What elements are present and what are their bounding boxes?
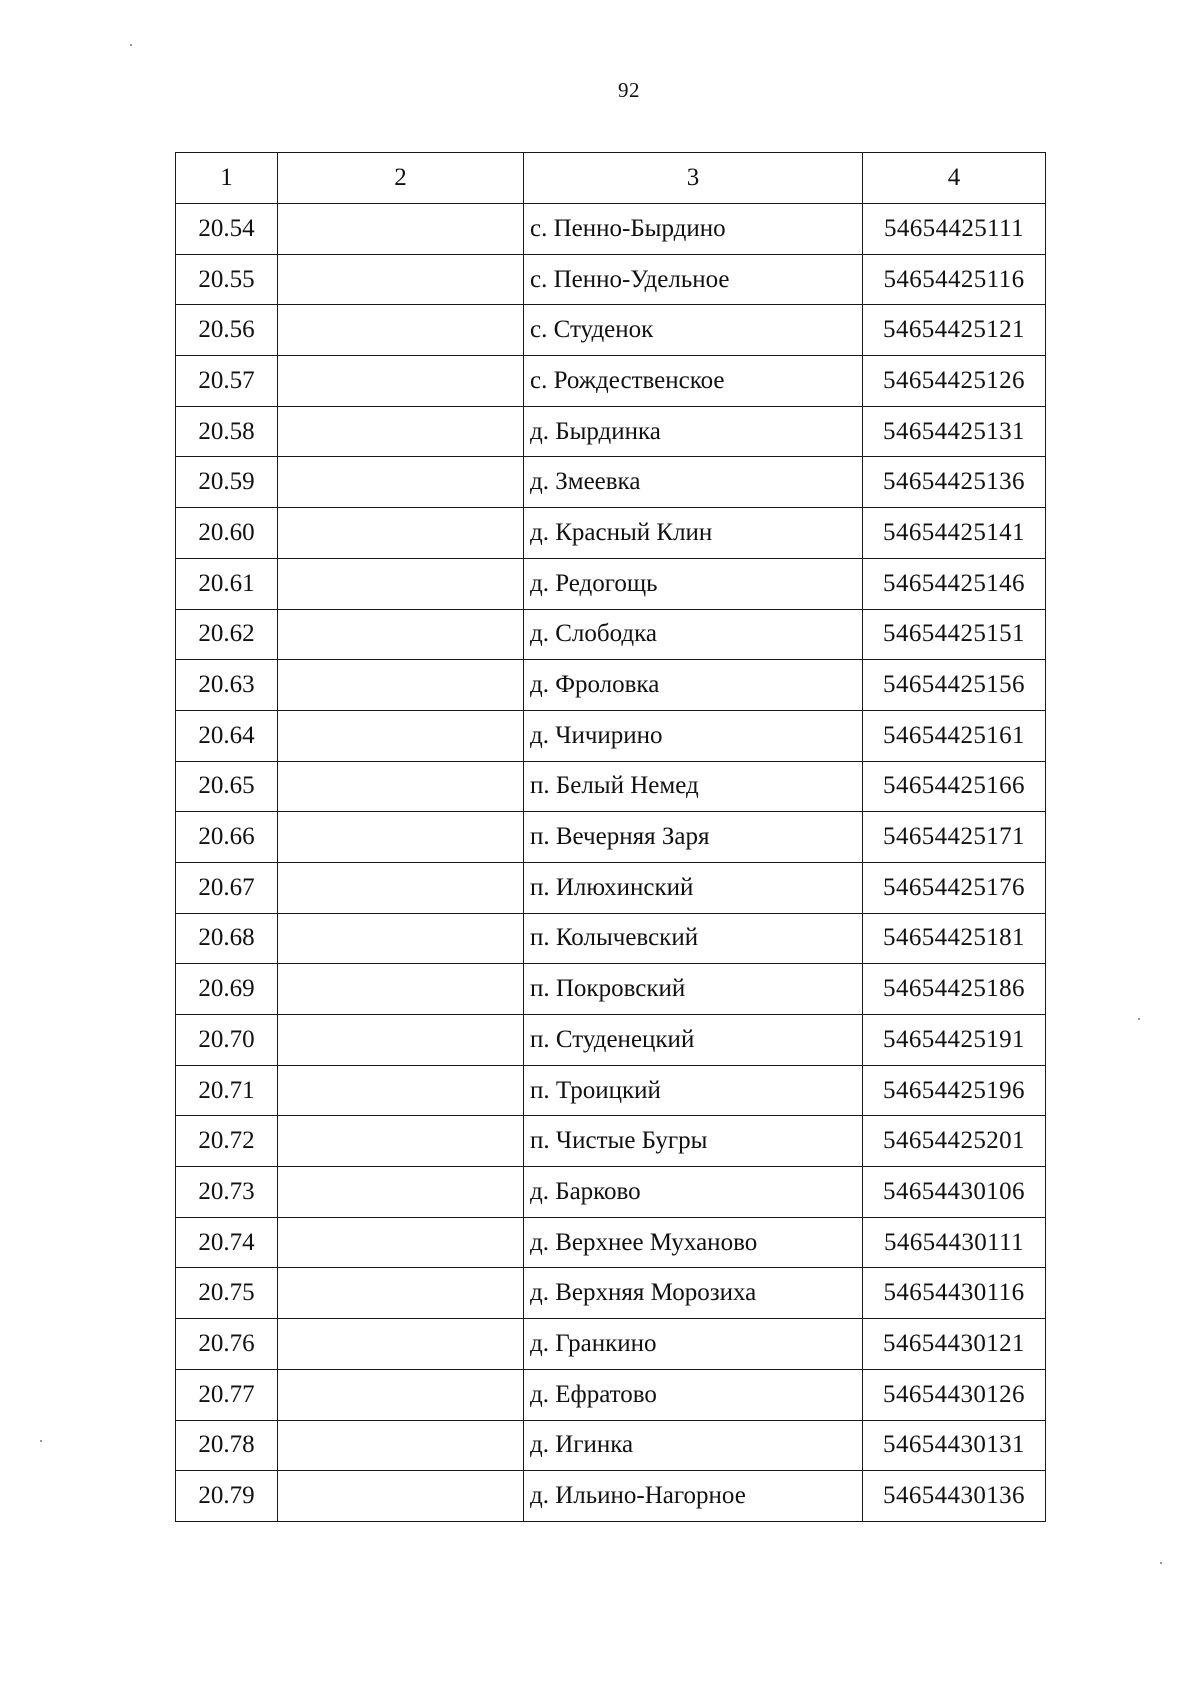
- row-number-cell: 20.66: [176, 812, 278, 863]
- row-number-cell: 20.75: [176, 1268, 278, 1319]
- row-number-cell: 20.58: [176, 406, 278, 457]
- table-row: [176, 1319, 1046, 1370]
- row-number-cell: 20.67: [176, 862, 278, 913]
- table-row: [176, 609, 1046, 660]
- settlement-name-cell: с. Студенок: [524, 305, 863, 356]
- oktmo-code-cell: 54654425196: [863, 1065, 1046, 1116]
- table-row: [176, 1116, 1046, 1167]
- table-row: [176, 1065, 1046, 1116]
- table-row: [176, 305, 1046, 356]
- oktmo-code-cell: 54654425111: [863, 204, 1046, 255]
- row-number-cell: 20.63: [176, 660, 278, 711]
- oktmo-code-cell: 54654425201: [863, 1116, 1046, 1167]
- table-row: [176, 1369, 1046, 1420]
- scan-speck: [40, 1440, 42, 1442]
- column-2-cell: [278, 1420, 524, 1471]
- scan-speck: [1160, 1562, 1162, 1564]
- column-2-cell: [278, 1116, 524, 1167]
- column-2-cell: [278, 305, 524, 356]
- table-row: [176, 1471, 1046, 1522]
- settlement-name-cell: д. Чичирино: [524, 710, 863, 761]
- row-number-cell: 20.54: [176, 204, 278, 255]
- oktmo-code-cell: 54654430116: [863, 1268, 1046, 1319]
- row-number-cell: 20.59: [176, 457, 278, 508]
- column-2-cell: [278, 812, 524, 863]
- settlement-name-cell: п. Белый Немед: [524, 761, 863, 812]
- row-number-cell: 20.73: [176, 1167, 278, 1218]
- column-2-cell: [278, 1167, 524, 1218]
- oktmo-code-cell: 54654425151: [863, 609, 1046, 660]
- column-2-cell: [278, 1471, 524, 1522]
- row-number-cell: 20.76: [176, 1319, 278, 1370]
- settlement-name-cell: п. Чистые Бугры: [524, 1116, 863, 1167]
- table-row: [176, 558, 1046, 609]
- oktmo-code-cell: 54654430111: [863, 1217, 1046, 1268]
- header-col-4: 4: [863, 153, 1046, 204]
- oktmo-code-cell: 54654425181: [863, 913, 1046, 964]
- settlement-name-cell: п. Троицкий: [524, 1065, 863, 1116]
- table-row: [176, 964, 1046, 1015]
- row-number-cell: 20.62: [176, 609, 278, 660]
- settlement-name-cell: д. Гранкино: [524, 1319, 863, 1370]
- row-number-cell: 20.72: [176, 1116, 278, 1167]
- table-row: [176, 356, 1046, 407]
- oktmo-code-cell: 54654425116: [863, 254, 1046, 305]
- column-2-cell: [278, 660, 524, 711]
- oktmo-code-cell: 54654425191: [863, 1015, 1046, 1066]
- table-row: [176, 913, 1046, 964]
- table-row: [176, 1420, 1046, 1471]
- settlement-name-cell: д. Барково: [524, 1167, 863, 1218]
- scan-speck: [1138, 1018, 1140, 1020]
- oktmo-code-cell: 54654430131: [863, 1420, 1046, 1471]
- column-2-cell: [278, 609, 524, 660]
- row-number-cell: 20.74: [176, 1217, 278, 1268]
- column-2-cell: [278, 1268, 524, 1319]
- column-2-cell: [278, 508, 524, 559]
- oktmo-code-cell: 54654425166: [863, 761, 1046, 812]
- scan-speck: [130, 44, 132, 46]
- settlement-name-cell: п. Вечерняя Заря: [524, 812, 863, 863]
- row-number-cell: 20.79: [176, 1471, 278, 1522]
- oktmo-code-cell: 54654425146: [863, 558, 1046, 609]
- settlement-name-cell: д. Игинка: [524, 1420, 863, 1471]
- oktmo-code-cell: 54654425131: [863, 406, 1046, 457]
- table-row: [176, 660, 1046, 711]
- oktmo-code-cell: 54654425171: [863, 812, 1046, 863]
- oktmo-code-cell: 54654425156: [863, 660, 1046, 711]
- settlement-name-cell: д. Змеевка: [524, 457, 863, 508]
- table-header: [176, 153, 1046, 204]
- oktmo-code-cell: 54654430126: [863, 1369, 1046, 1420]
- oktmo-code-cell: 54654425121: [863, 305, 1046, 356]
- oktmo-code-cell: 54654430121: [863, 1319, 1046, 1370]
- row-number-cell: 20.61: [176, 558, 278, 609]
- table-row: [176, 761, 1046, 812]
- settlement-name-cell: д. Фроловка: [524, 660, 863, 711]
- header-col-2: 2: [278, 153, 524, 204]
- row-number-cell: 20.56: [176, 305, 278, 356]
- column-2-cell: [278, 254, 524, 305]
- row-number-cell: 20.55: [176, 254, 278, 305]
- row-number-cell: 20.64: [176, 710, 278, 761]
- settlement-name-cell: п. Покровский: [524, 964, 863, 1015]
- oktmo-code-cell: 54654425126: [863, 356, 1046, 407]
- column-2-cell: [278, 1319, 524, 1370]
- column-2-cell: [278, 1369, 524, 1420]
- table-row: [176, 1167, 1046, 1218]
- table-row: [176, 862, 1046, 913]
- oktmo-code-cell: 54654425186: [863, 964, 1046, 1015]
- column-2-cell: [278, 913, 524, 964]
- table-row: [176, 1217, 1046, 1268]
- header-col-3: 3: [524, 153, 863, 204]
- settlement-name-cell: д. Ефратово: [524, 1369, 863, 1420]
- oktmo-code-cell: 54654425176: [863, 862, 1046, 913]
- table-row: [176, 457, 1046, 508]
- column-2-cell: [278, 356, 524, 407]
- column-2-cell: [278, 964, 524, 1015]
- oktmo-code-cell: 54654425141: [863, 508, 1046, 559]
- settlement-name-cell: п. Илюхинский: [524, 862, 863, 913]
- column-2-cell: [278, 1015, 524, 1066]
- settlement-name-cell: д. Бырдинка: [524, 406, 863, 457]
- oktmo-code-cell: 54654430136: [863, 1471, 1046, 1522]
- settlement-name-cell: д. Редогощь: [524, 558, 863, 609]
- table-row: [176, 710, 1046, 761]
- oktmo-code-cell: 54654425161: [863, 710, 1046, 761]
- table-row: [176, 812, 1046, 863]
- table-row: [176, 254, 1046, 305]
- row-number-cell: 20.57: [176, 356, 278, 407]
- row-number-cell: 20.60: [176, 508, 278, 559]
- row-number-cell: 20.65: [176, 761, 278, 812]
- settlement-name-cell: п. Студенецкий: [524, 1015, 863, 1066]
- row-number-cell: 20.78: [176, 1420, 278, 1471]
- settlement-name-cell: с. Рождественское: [524, 356, 863, 407]
- column-2-cell: [278, 862, 524, 913]
- table-row: [176, 406, 1046, 457]
- table-row: [176, 508, 1046, 559]
- oktmo-code-cell: 54654425136: [863, 457, 1046, 508]
- settlement-name-cell: д. Верхняя Морозиха: [524, 1268, 863, 1319]
- table-row: [176, 1015, 1046, 1066]
- oktmo-code-cell: 54654430106: [863, 1167, 1046, 1218]
- column-2-cell: [278, 761, 524, 812]
- settlement-name-cell: д. Красный Клин: [524, 508, 863, 559]
- settlements-table: [175, 152, 1046, 1522]
- column-2-cell: [278, 406, 524, 457]
- header-col-1: 1: [176, 153, 278, 204]
- row-number-cell: 20.69: [176, 964, 278, 1015]
- row-number-cell: 20.70: [176, 1015, 278, 1066]
- column-2-cell: [278, 1065, 524, 1116]
- page-number: 92: [618, 78, 640, 102]
- table-body: [176, 204, 1046, 1522]
- settlement-name-cell: д. Ильино-Нагорное: [524, 1471, 863, 1522]
- row-number-cell: 20.68: [176, 913, 278, 964]
- settlement-name-cell: с. Пенно-Удельное: [524, 254, 863, 305]
- table-row: [176, 204, 1046, 255]
- column-2-cell: [278, 1217, 524, 1268]
- settlement-name-cell: п. Колычевский: [524, 913, 863, 964]
- column-2-cell: [278, 204, 524, 255]
- row-number-cell: 20.77: [176, 1369, 278, 1420]
- row-number-cell: 20.71: [176, 1065, 278, 1116]
- settlement-name-cell: д. Верхнее Муханово: [524, 1217, 863, 1268]
- column-2-cell: [278, 457, 524, 508]
- settlement-name-cell: д. Слободка: [524, 609, 863, 660]
- table-row: [176, 1268, 1046, 1319]
- column-2-cell: [278, 710, 524, 761]
- column-2-cell: [278, 558, 524, 609]
- settlement-name-cell: с. Пенно-Бырдино: [524, 204, 863, 255]
- header-row: [176, 153, 1046, 204]
